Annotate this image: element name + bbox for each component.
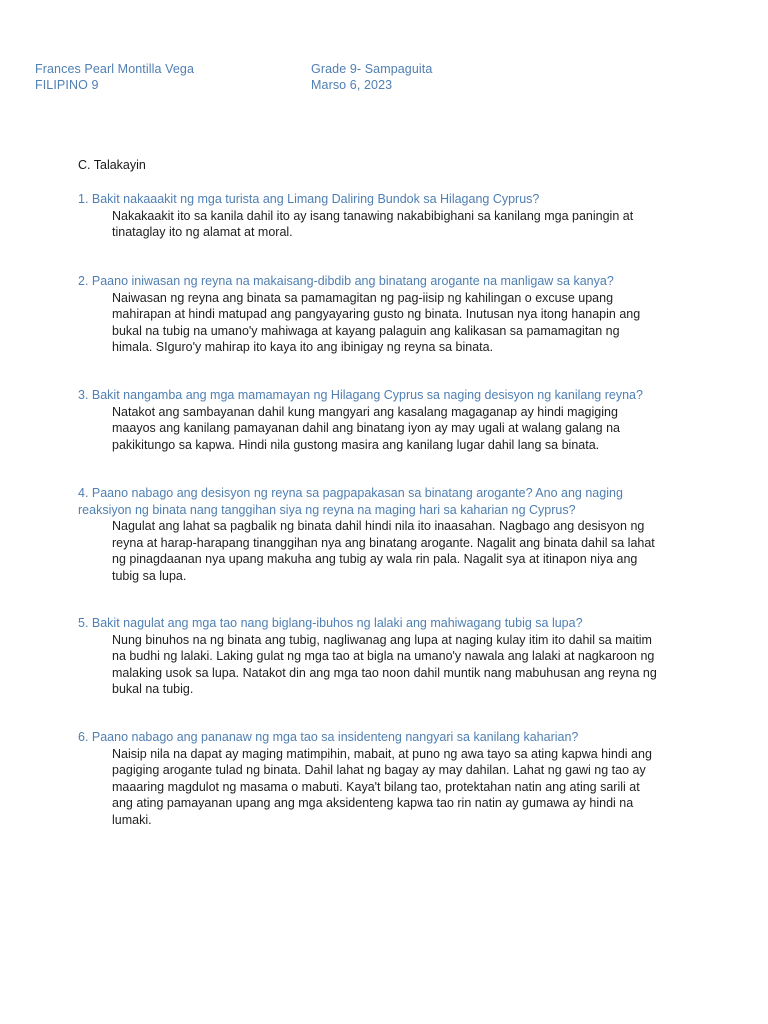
answer-5: Nung binuhos na ng binata ang tubig, nagliwanag ang lupa at naging kulay itim ito dahil sa maitim na budhi ng lalaki. Laking gulat ng mga tao at bigla na umano'y nawala ang lalaki at nagkaroon ng malaking usok sa lupa. Natakot din ang mga tao noon dahil muntik nang mabuhusan ang reyna ng bukal na tubig. <box>112 632 657 696</box>
qa-item-6 <box>78 729 658 828</box>
question-1: 1. Bakit nakaaakit ng mga turista ang Limang Daliring Bundok sa Hilagang Cyprus? <box>78 192 540 206</box>
header-left <box>35 61 194 93</box>
qa-item-5 <box>78 615 658 698</box>
subject-label: FILIPINO 9 <box>35 78 99 92</box>
answer-6: Naisip nila na dapat ay maging matimpihin, mabait, at puno ng awa tayo sa ating kapwa hindi ang pagiging arogante tulad ng binata. Dahil lahat ng bagay ay may dahilan. Lahat ng gawi ng tao ay maaaring magdulot ng masama o mabuti. Kaya't bilang tao, protektahan natin ang ating sarili at ang ating pamayanan upang ang mga aksidenteng kapwa tao rin natin ay gumawa ay hindi na lumaki. <box>112 746 652 827</box>
qa-item-2 <box>78 273 658 356</box>
qa-item-4 <box>78 485 658 584</box>
question-6: 6. Paano nabago ang pananaw ng mga tao sa insidenteng nangyari sa kanilang kaharian? <box>78 730 579 744</box>
answer-2: Naiwasan ng reyna ang binata sa pamamagitan ng pag-iisip ng kahilingan o excuse upang mahirapan at hindi matupad ang pangyayaring gusto ng binata. Inutusan nya itong hanapin ang bukal na tubig na umano'y mahiwaga at kayang palaguin ang kalikasan sa pamamagitan ng himala. SIguro'y mahirap ito kaya ito ang ibinigay ng reyna sa binata. <box>112 290 641 354</box>
qa-item-3 <box>78 387 658 453</box>
question-2: 2. Paano iniwasan ng reyna na makaisang-dibdib ang binatang arogante na manligaw sa kanya? <box>78 274 614 288</box>
qa-item-1 <box>78 191 658 241</box>
date-label: Marso 6, 2023 <box>311 78 393 92</box>
student-name: Frances Pearl Montilla Vega <box>35 62 195 76</box>
answer-4: Nagulat ang lahat sa pagbalik ng binata dahil hindi nila ito inaasahan. Nagbago ang desisyon ng reyna at harap-harapang tinanggihan nya ang binatang arogante. Nagalit ang binata dahil sa lahat ng pinagdaanan nya upang makuha ang tubig ay wala rin pala. Nagalit sya at itinapon niya ang tubig sa lupa. <box>112 519 655 583</box>
question-4: 4. Paano nabago ang desisyon ng reyna sa pagpapakasan sa binatang arogante? Ano ang naging reaksiyon ng binata nang tanggihan siya ng reyna na maging hari sa kaharian ng Cyprus? <box>78 486 623 517</box>
question-5: 5. Bakit nagulat ang mga tao nang biglang-ibuhos ng lalaki ang mahiwagang tubig sa lupa? <box>78 616 583 630</box>
section-title: C. Talakayin <box>78 158 146 172</box>
answer-1: Nakakaakit ito sa kanila dahil ito ay isang tanawing nakabibighani sa kanilang mga paningin at tinataglay ito ng alamat at moral. <box>112 208 634 239</box>
answer-3: Natakot ang sambayanan dahil kung mangyari ang kasalang magaganap ay hindi magiging maayos ang kanilang pamayanan dahil ang binatang iyon ay may ugali at walang galang na pakikitungo sa kapwa. Hindi nila gustong masira ang kanilang lugar dahil lang sa binata. <box>112 404 620 452</box>
header-right <box>311 61 432 93</box>
question-3: 3. Bakit nangamba ang mga mamamayan ng Hilagang Cyprus sa naging desisyon ng kanilang reyna? <box>78 388 643 402</box>
grade-section: Grade 9- Sampaguita <box>311 62 433 76</box>
